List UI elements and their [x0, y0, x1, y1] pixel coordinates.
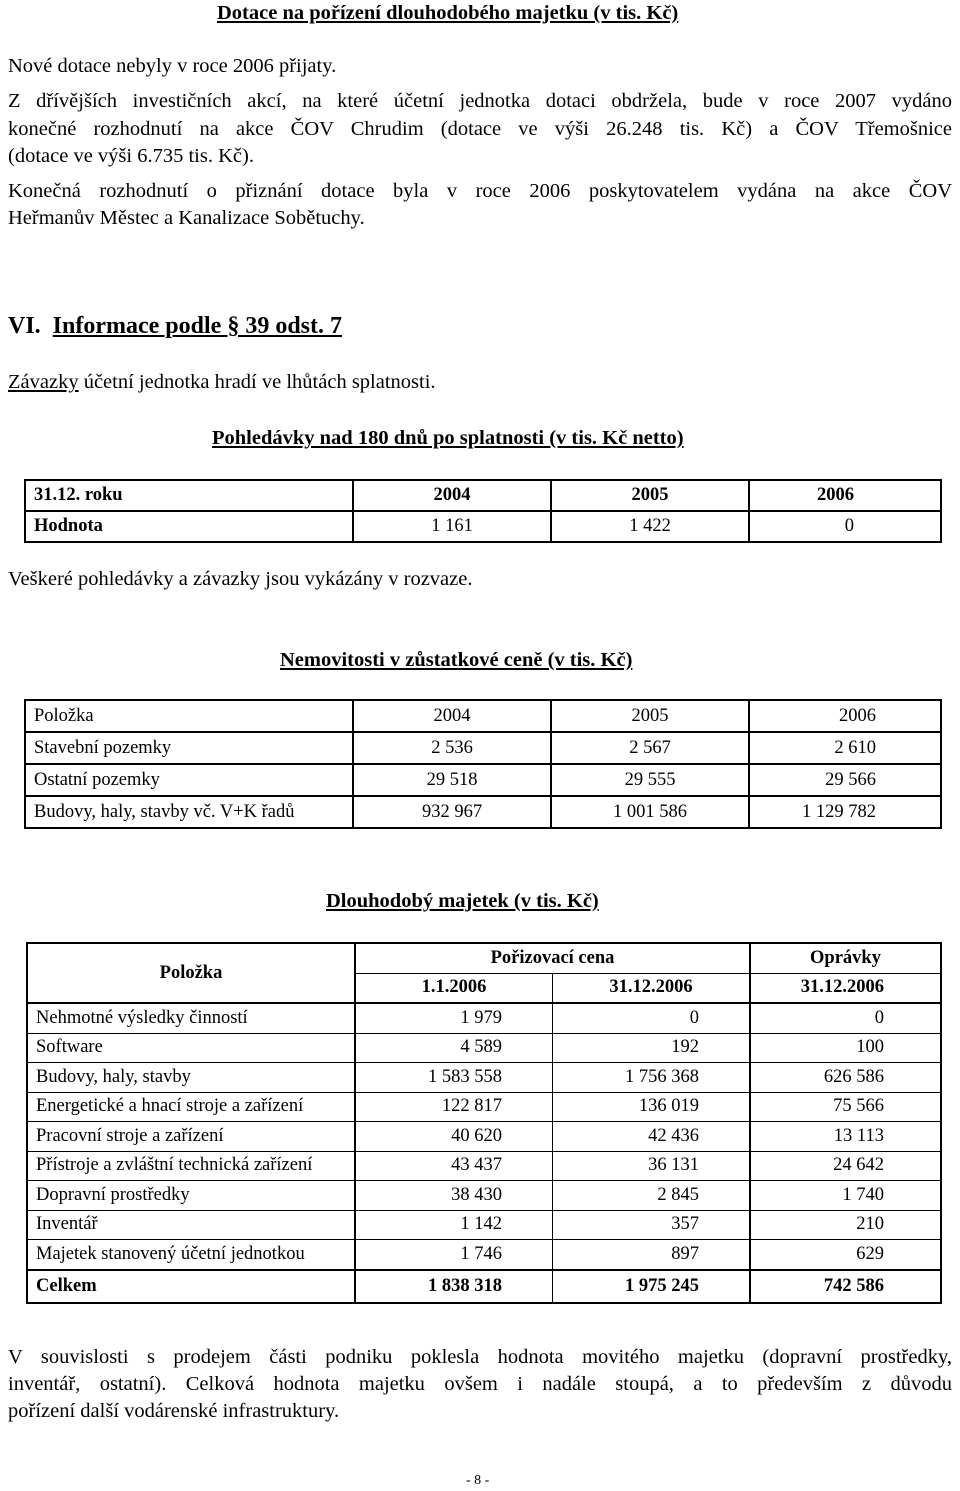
table-cell: 2 845 — [553, 1181, 751, 1211]
table-cell: 43 437 — [355, 1151, 553, 1181]
section-number: VI. — [8, 313, 41, 339]
table-header-cell: Oprávky — [750, 943, 941, 973]
table-header-cell: Položka — [25, 700, 353, 732]
table-cell: 24 642 — [750, 1151, 941, 1181]
table-row — [27, 1033, 941, 1063]
section-heading — [8, 310, 342, 342]
table-row — [25, 732, 941, 764]
liabilities-paragraph — [8, 369, 436, 396]
table-header-cell: 31.12.2006 — [750, 973, 941, 1003]
new-subsidies-paragraph: Nové dotace nebyly v roce 2006 přijaty. — [8, 55, 337, 77]
table-cell: 100 — [750, 1033, 941, 1063]
table-cell: 40 620 — [355, 1122, 553, 1152]
table-cell: 626 586 — [750, 1063, 941, 1093]
liabilities-word: Závazky — [8, 371, 79, 393]
table-header-cell: Pořizovací cena — [355, 943, 750, 973]
table-cell: 0 — [750, 1003, 941, 1033]
table-row — [27, 1210, 941, 1240]
table-cell: Přístroje a zvláštní technická zařízení — [27, 1151, 355, 1181]
table-cell: Dopravní prostředky — [27, 1181, 355, 1211]
liabilities-text: účetní jednotka hradí ve lhůtách splatnosti. — [78, 371, 436, 393]
table-cell: Pracovní stroje a zařízení — [27, 1122, 355, 1152]
sale-line-3: pořízení další vodárenské infrastruktury. — [8, 1400, 340, 1422]
table-cell: 4 589 — [355, 1033, 553, 1063]
table-header-cell: 31.12. roku — [25, 480, 353, 511]
table-cell: Nehmotné výsledky činností — [27, 1003, 355, 1033]
table-cell: 1 422 — [551, 511, 749, 542]
table-total-row — [27, 1270, 941, 1303]
table-cell: 1 746 — [355, 1240, 553, 1270]
table-header-row — [27, 943, 941, 973]
table-cell: 2 610 — [749, 732, 941, 764]
final-decisions-line-1: Konečná rozhodnutí o přiznání dotace byla v roce 2006 poskytovatelem vydána na akce ČOV — [8, 180, 952, 202]
final-decisions-line-2: Heřmanův Městec a Kanalizace Sobětuchy. — [8, 207, 365, 229]
table-cell: 0 — [749, 511, 941, 542]
table-cell: 13 113 — [750, 1122, 941, 1152]
table-cell: 29 566 — [749, 764, 941, 796]
section-title: Informace podle § 39 odst. 7 — [52, 313, 342, 339]
table-cell: Celkem — [27, 1270, 355, 1303]
table-row — [27, 1240, 941, 1270]
table-cell: 1 979 — [355, 1003, 553, 1033]
table-cell: Hodnota — [25, 511, 353, 542]
table-cell: 742 586 — [750, 1270, 941, 1303]
table-cell: 1 756 368 — [553, 1063, 751, 1093]
table-cell: Budovy, haly, stavby vč. V+K řadů — [25, 796, 353, 828]
earlier-projects-line-1: Z dřívějších investičních akcí, na které účetní jednotka dotaci obdržela, bude v roce 2007 vydáno — [8, 90, 952, 112]
table-cell: 122 817 — [355, 1092, 553, 1122]
table-cell: 210 — [750, 1210, 941, 1240]
table-header-row — [25, 480, 941, 511]
subsidies-heading: Dotace na pořízení dlouhodobého majetku (v tis. Kč) — [217, 2, 679, 24]
receivables-title: Pohledávky nad 180 dnů po splatnosti (v tis. Kč netto) — [212, 427, 684, 449]
table-header-cell: Položka — [27, 943, 355, 1003]
table-cell: 75 566 — [750, 1092, 941, 1122]
table-row — [27, 1003, 941, 1033]
receivables-table — [24, 479, 942, 543]
assets-table — [26, 942, 942, 1304]
table-cell: 0 — [553, 1003, 751, 1033]
table-row — [27, 1181, 941, 1211]
earlier-projects-line-2: konečné rozhodnutí na akce ČOV Chrudim (dotace ve výši 26.248 tis. Kč) a ČOV Třemošnice — [8, 118, 952, 140]
table-cell: 1 129 782 — [749, 796, 941, 828]
table-cell: Inventář — [27, 1210, 355, 1240]
sale-line-2: inventář, ostatní). Celková hodnota majetku ovšem i nadále stoupá, a to především z důvodu — [8, 1373, 952, 1395]
table-row — [27, 1122, 941, 1152]
table-cell: 1 583 558 — [355, 1063, 553, 1093]
table-cell: 932 967 — [353, 796, 551, 828]
table-header-cell: 2005 — [551, 700, 749, 732]
table-header-cell: 2004 — [353, 700, 551, 732]
table-cell: 1 161 — [353, 511, 551, 542]
property-title: Nemovitosti v zůstatkové ceně (v tis. Kč) — [280, 649, 633, 671]
earlier-projects-line-3: (dotace ve výši 6.735 tis. Kč). — [8, 145, 254, 167]
table-row — [27, 1063, 941, 1093]
sale-line-1: V souvislosti s prodejem části podniku poklesla hodnota movitého majetku (dopravní prostředky, — [8, 1346, 952, 1368]
table-cell: 1 001 586 — [551, 796, 749, 828]
table-cell: 2 536 — [353, 732, 551, 764]
table-row — [27, 1151, 941, 1181]
table-cell: 1 838 318 — [355, 1270, 553, 1303]
table-row — [25, 764, 941, 796]
table-cell: 897 — [553, 1240, 751, 1270]
table-header-cell: 1.1.2006 — [355, 973, 553, 1003]
table-cell: 1 740 — [750, 1181, 941, 1211]
table-cell: Budovy, haly, stavby — [27, 1063, 355, 1093]
all-receivables-paragraph: Veškeré pohledávky a závazky jsou vykázány v rozvaze. — [8, 568, 473, 590]
table-cell: Ostatní pozemky — [25, 764, 353, 796]
table-cell: 629 — [750, 1240, 941, 1270]
table-cell: 36 131 — [553, 1151, 751, 1181]
table-cell: Software — [27, 1033, 355, 1063]
table-header-cell: 2004 — [353, 480, 551, 511]
table-cell: 1 142 — [355, 1210, 553, 1240]
table-row — [25, 511, 941, 542]
table-cell: 192 — [553, 1033, 751, 1063]
table-cell: 136 019 — [553, 1092, 751, 1122]
table-header-row — [25, 700, 941, 732]
table-cell: Majetek stanovený účetní jednotkou — [27, 1240, 355, 1270]
table-cell: 1 975 245 — [553, 1270, 751, 1303]
page-number: - 8 - — [466, 1473, 490, 1488]
table-header-cell: 2006 — [749, 700, 941, 732]
property-table — [24, 699, 942, 829]
table-cell: Energetické a hnací stroje a zařízení — [27, 1092, 355, 1122]
table-row — [27, 1092, 941, 1122]
table-cell: Stavební pozemky — [25, 732, 353, 764]
table-cell: 29 518 — [353, 764, 551, 796]
table-header-cell: 31.12.2006 — [553, 973, 751, 1003]
table-row — [25, 796, 941, 828]
table-cell: 38 430 — [355, 1181, 553, 1211]
table-cell: 2 567 — [551, 732, 749, 764]
table-header-cell: 2006 — [749, 480, 941, 511]
table-cell: 357 — [553, 1210, 751, 1240]
table-cell: 42 436 — [553, 1122, 751, 1152]
assets-title: Dlouhodobý majetek (v tis. Kč) — [326, 890, 599, 912]
table-cell: 29 555 — [551, 764, 749, 796]
table-header-cell: 2005 — [551, 480, 749, 511]
